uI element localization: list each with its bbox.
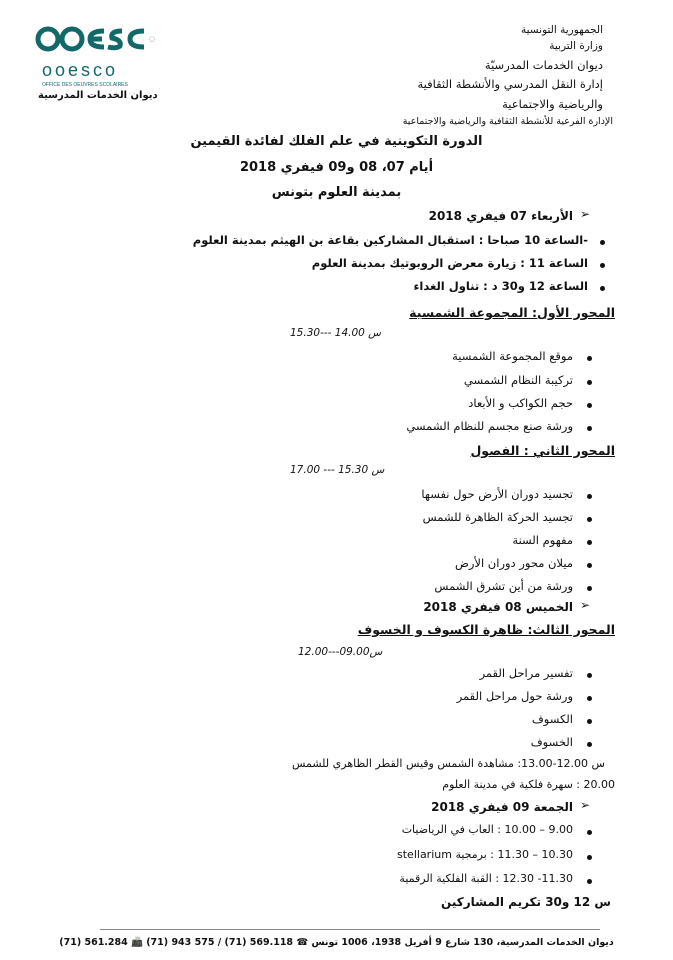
- axis2-item-1: تجسيد دوران الأرض حول نفسها: [421, 487, 573, 501]
- closing-line: س 12 و30 تكريم المشاركين: [441, 895, 611, 909]
- day1-label: الأربعاء 07 فيفري 2018: [428, 209, 573, 223]
- header-direction: إدارة النقل المدرسي والأنشطة الثقافية: [417, 77, 603, 91]
- bullet-icon: [587, 830, 592, 835]
- bullet-icon: [587, 540, 592, 545]
- axis3-title: المحور الثالث: ظاهرة الكسوف و الخسوف: [357, 622, 615, 637]
- logo-sub: OFFICE DES OEUVRES SCOLAIRES: [42, 82, 128, 88]
- bullet-icon: [587, 356, 592, 361]
- header-republic: الجمهورية التونسية: [521, 24, 603, 36]
- bullet-icon: [587, 855, 592, 860]
- bullet-icon: [587, 696, 592, 701]
- bullet-icon: [587, 494, 592, 499]
- axis2-item-3: مفهوم السنة: [512, 533, 573, 547]
- bullet-icon: [587, 426, 592, 431]
- axis2-title: المحور الثاني : الفصول: [470, 443, 615, 458]
- axis1-title: المحور الأول: المجموعة الشمسية: [409, 305, 615, 320]
- bullet-icon: [600, 286, 605, 291]
- axis1-item-1: موقع المجموعة الشمسية: [452, 349, 573, 363]
- logo: [34, 22, 164, 112]
- bullet-icon: [587, 879, 592, 884]
- day2-label: الخميس 08 فيفري 2018: [423, 600, 573, 614]
- axis3-time: س09.00---12.00: [298, 646, 383, 658]
- axis1-item-2: تركيبة النظام الشمسي: [463, 373, 573, 387]
- title-line1: الدورة التكوينية في علم الفلك لفائدة القيمين: [190, 134, 483, 149]
- evening-line: 20.00 : سهرة فلكية في مدينة العلوم: [442, 778, 615, 791]
- bullet-icon: [587, 517, 592, 522]
- day1-item-3: الساعة 12 و30 د : تناول الغداء: [413, 279, 588, 293]
- logo-arabic: ديوان الخدمات المدرسية: [38, 90, 158, 101]
- bullet-icon: [587, 586, 592, 591]
- arrow-icon: ➢: [580, 798, 591, 812]
- day3-item-1: 9.00 – 10.00 : العاب في الرياضيات: [401, 823, 573, 836]
- axis3-item-4: الخسوف: [530, 735, 573, 749]
- observation-line: س 12.00-13.00: مشاهدة الشمس وقيس القطر الظاهري للشمس: [291, 757, 605, 770]
- day1-item-2: الساعة 11 : زيارة معرض الروبوتيك بمدينة العلوم: [311, 256, 588, 270]
- header-ministry: وزارة التربية: [549, 40, 603, 52]
- axis2-time: س 15.30 --- 17.00: [290, 464, 385, 476]
- bullet-icon: [587, 673, 592, 678]
- axis2-item-2: تجسيد الحركة الظاهرة للشمس: [422, 510, 573, 524]
- arrow-icon: ➢: [580, 207, 591, 221]
- title-line2: أيام 07، 08 و09 فيفري 2018: [239, 160, 434, 175]
- axis3-item-1: تفسير مراحل القمر: [479, 666, 573, 680]
- bullet-icon: [587, 742, 592, 747]
- header-subdirection: الإدارة الفرعية للأنشطة الثقافية والرياضية والاجتماعية: [402, 116, 613, 127]
- bullet-icon: [587, 380, 592, 385]
- bullet-icon: [587, 563, 592, 568]
- axis1-time: س 14.00 ---15.30: [290, 327, 381, 339]
- axis2-item-5: ورشة من أين تشرق الشمس: [434, 579, 573, 593]
- axis3-item-3: الكسوف: [531, 712, 573, 726]
- arrow-icon: ➢: [580, 598, 591, 612]
- axis1-item-4: ورشة صنع مجسم للنظام الشمسي: [406, 419, 573, 433]
- bullet-icon: [587, 719, 592, 724]
- footer-contact: ديوان الخدمات المدرسية، 130 شارع 9 أفريل 1938، 1006 تونس ☎ 569.118 (71) / 575 943 (71) 📠 561.284 (71): [59, 937, 614, 948]
- axis1-item-3: حجم الكواكب و الأبعاد: [468, 396, 573, 410]
- bullet-icon: [600, 263, 605, 268]
- axis2-item-4: ميلان محور دوران الأرض: [454, 556, 573, 570]
- bullet-icon: [600, 240, 605, 245]
- footer-divider: [100, 929, 600, 930]
- day1-item-1: -الساعة 10 صباحا : استقبال المشاركين بقاعة بن الهيثم بمدينة العلوم: [192, 233, 588, 247]
- bullet-icon: [587, 403, 592, 408]
- title-line3: بمدينة العلوم بتونس: [271, 185, 402, 200]
- header-direction-2: والرياضية والاجتماعية: [502, 97, 603, 111]
- day3-item-2: 10.30 – 11.30 : برمجية stellarium: [397, 848, 573, 861]
- header-office: ديوان الخدمات المدرسيّة: [484, 58, 603, 72]
- logo-brand: ooesco: [42, 60, 119, 80]
- ooesco-logo-icon: [34, 22, 162, 56]
- day3-item-3: 11.30- 12.30 : القبة الفلكية الرقمية: [399, 872, 573, 885]
- axis3-item-2: ورشة حول مراحل القمر: [456, 689, 573, 703]
- day3-label: الجمعة 09 فيفري 2018: [431, 800, 573, 814]
